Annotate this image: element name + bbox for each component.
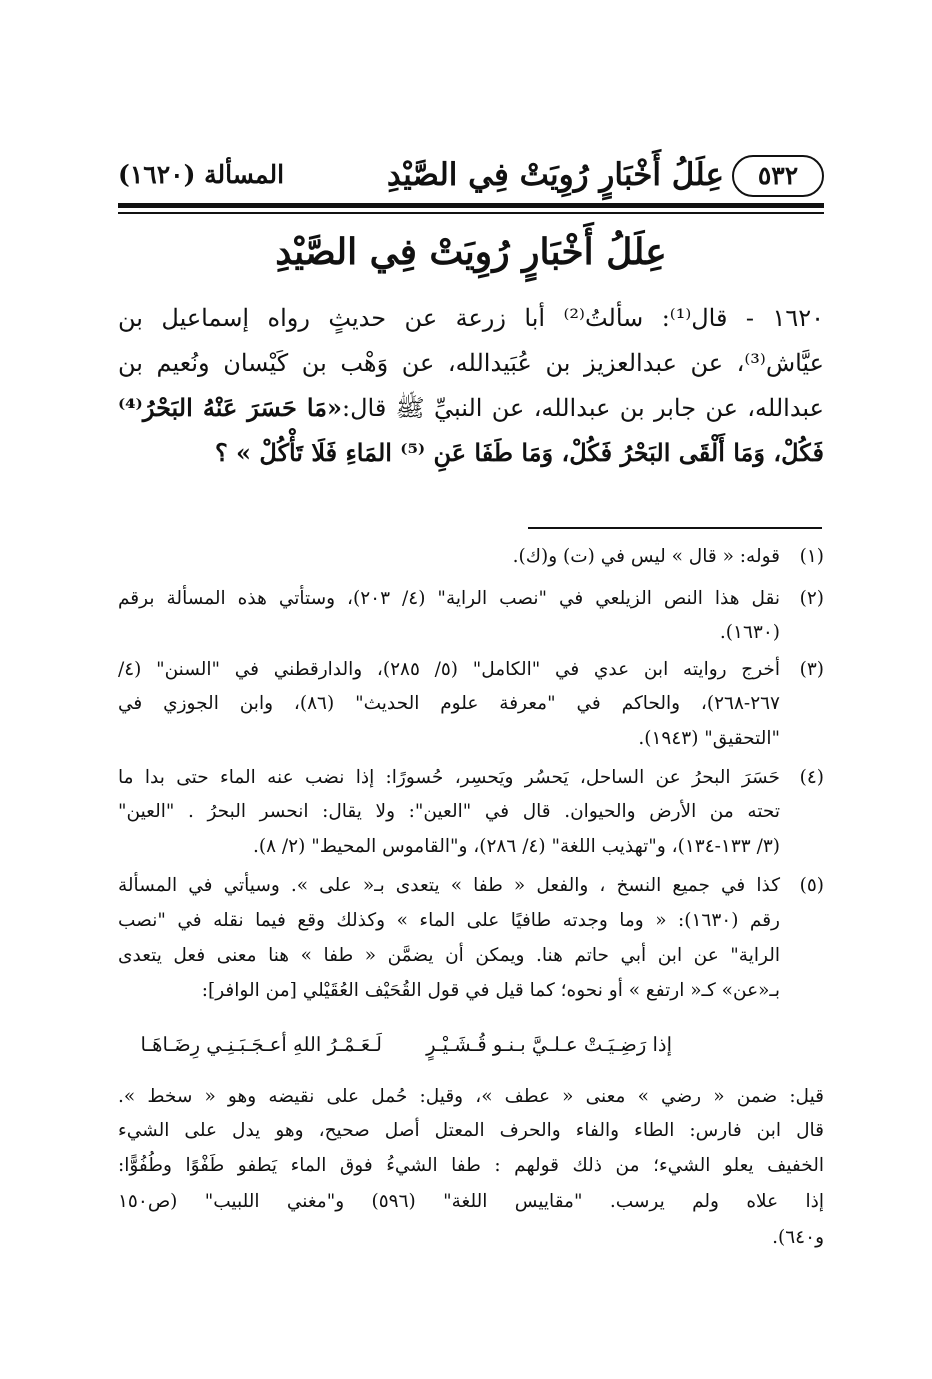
footnote-line: "التحقيق" (١٩٤٣). — [638, 728, 780, 749]
footnote-line: ٢٦٧-٢٦٨)، والحاكم في "معرفة علوم الحديث" (٨٦)، وابن الجوزي في — [118, 693, 780, 714]
footnote-number: (٣) — [799, 659, 824, 680]
issue-label: المسألة (١٦٢٠) — [118, 160, 285, 189]
footnote-line: و٦٤٠). — [772, 1227, 824, 1248]
footnote-number: (٤) — [799, 767, 824, 788]
footnote-line: الخفيف يعلو الشيء؛ من ذلك قولهم : طفا الشيءُ فوق الماء يَطفو طَفْوًا وطُفُوًّا: — [118, 1155, 824, 1176]
verse-second-hemistich: لَـعَـمْـرُ اللهِ أعـجَـبَـنِـي رِضَـاهَـا — [140, 1033, 382, 1056]
footnote-line: (٣/ ١٣٣-١٣٤)، و"تهذيب اللغة" (٤/ ٢٨٦)، و"القاموس المحيط" (٢/ ٨). — [253, 836, 780, 857]
footnote-line: نقل هذا النص الزيلعي في "نصب الراية" (٤/ ٢٠٣)، وستأتي هذه المسألة برقم — [118, 588, 780, 609]
chapter-title: عِلَلُ أَخْبَارٍ رُوِيَتْ فِي الصَّيْدِ — [275, 231, 667, 273]
footnote-line: إذا علاه ولم يرسب. "مقاييس اللغة" (٥٩٦) و"مغني اللبيب" (ص١٥٠ — [118, 1191, 825, 1212]
hadith-quote: فَكُلْ، وَمَا أَلْقَى البَحْرُ فَكُلْ، وَمَا طَفَا عَنِ ⁽⁵⁾ المَاءِ فَلَا تَأْكُلْ » ؟ — [214, 438, 824, 467]
footnotes — [118, 0, 824, 1379]
verse-first-hemistich: إذا رَضِـيَـتْ عـلـيَّ بـنـو قُـشَـيْـرٍ — [426, 1033, 672, 1056]
footnote-number: (٥) — [799, 875, 824, 896]
footnote-line: قوله: « قال » ليس في (ت) و(ك). — [512, 546, 780, 567]
page-number-badge: ٥٣٢ — [732, 155, 824, 197]
footnote-line: قيل: ضمن « رضي » معنى « عطف »، وقيل: حُمل على نقيضه وهو « سخط ». — [118, 1086, 824, 1107]
footnote-line: بـ«عن» كـ« ارتفع » أو نحوه؛ كما قيل في قول القُحَيْف العُقَيْلي [من الوافر]: — [201, 980, 780, 1001]
footnote-line: رقم (١٦٣٠): « وما وجدته طافيًا على الماء » وكذلك وقع فيما نقله في "نصب — [118, 910, 780, 931]
running-title: عِلَلُ أَخْبَارٍ رُوِيَتْ فِي الصَّيْدِ — [386, 157, 724, 193]
footnote-line: كذا في جميع النسخ ، والفعل « طفا » يتعدى بـ« على ». وسيأتي في المسألة — [118, 875, 780, 896]
footnote-line: (١٦٣٠). — [719, 622, 780, 643]
footnote-line: أخرج روايته ابن عدي في "الكامل" (٥/ ٢٨٥)، والدارقطني في "السنن" (٤/ — [118, 659, 780, 680]
footnote-number: (٢) — [799, 588, 824, 609]
footnote-line: قال ابن فارس: الطاء والفاء والحرف المعتل أصل صحيح، وهو يدل على الشيء — [118, 1120, 824, 1141]
body-text: ١٦٢٠ - قال⁽¹⁾: سألتُ⁽²⁾ أبا زرعة عن حديثٍ رواه إسماعيل بن — [118, 304, 825, 332]
footnote-line: الراية" عن ابن أبي حاتم هنا. ويمكن أن يضمَّن « طفا » هنا معنى فعل يتعدى — [118, 945, 780, 966]
footnote-line: حَسَرَ البحرُ عن الساحل، يَحسُر ويَحسِر، حُسورًا: إذا نضب عنه الماء حتى بدا ما — [118, 767, 780, 788]
body-text: عبدالله، عن جابر بن عبدالله، عن النبيِّ ﷺ قال: — [342, 394, 824, 422]
footnote-number: (١) — [799, 546, 824, 567]
body-text: عيَّاش⁽³⁾، عن عبدالعزيز بن عُبَيدالله، عن وَهْب بن كَيْسان ونُعيم بن — [118, 349, 824, 377]
footnote-line: تحته من الأرض والحيوان. قال في "العين": ولا يقال: انحسر البحرُ . "العين" — [118, 801, 780, 822]
hadith-quote: «مَا حَسَرَ عَنْهُ البَحْرُ⁽⁴⁾ — [118, 393, 343, 422]
